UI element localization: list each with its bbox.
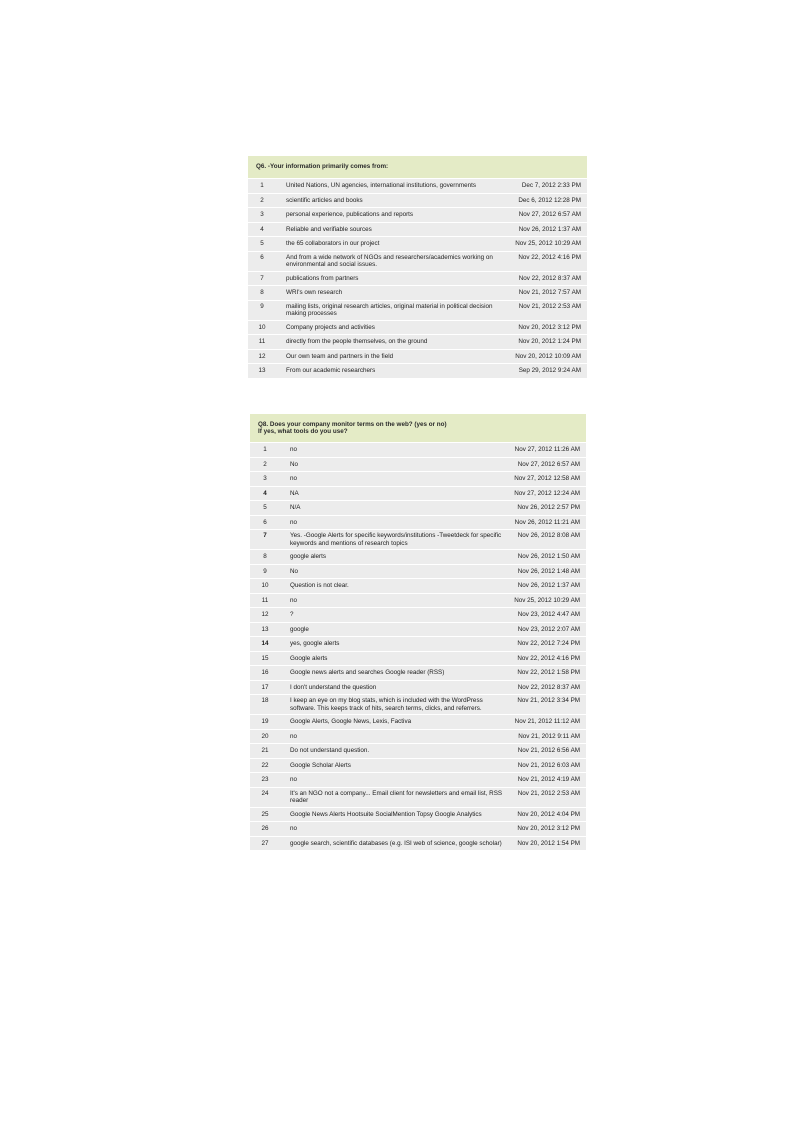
q8-response-table (250, 414, 586, 850)
response-date: Nov 27, 2012 11:26 AM (508, 443, 586, 458)
response-date: Dec 7, 2012 2:33 PM (506, 179, 587, 194)
table-row (248, 208, 587, 223)
response-number: 21 (250, 744, 280, 759)
response-text: N/A (280, 501, 508, 516)
response-date: Nov 21, 2012 9:11 AM (508, 729, 586, 744)
response-date: Nov 26, 2012 2:57 PM (508, 501, 586, 516)
response-number: 19 (250, 715, 280, 730)
response-number: 27 (250, 836, 280, 850)
response-date: Nov 27, 2012 12:58 AM (508, 472, 586, 487)
table-row (250, 680, 586, 695)
response-date: Nov 21, 2012 4:19 AM (508, 773, 586, 788)
response-number: 9 (248, 300, 276, 320)
response-date: Nov 22, 2012 7:24 PM (508, 637, 586, 652)
response-text: Company projects and activities (276, 320, 506, 335)
response-text: Question is not clear. (280, 579, 508, 594)
response-date: Nov 20, 2012 3:12 PM (506, 320, 587, 335)
response-date: Nov 22, 2012 4:16 PM (506, 251, 587, 271)
response-number: 17 (250, 680, 280, 695)
table-row (250, 593, 586, 608)
response-number: 23 (250, 773, 280, 788)
table-row (250, 807, 586, 822)
response-number: 6 (248, 251, 276, 271)
response-number: 3 (250, 472, 280, 487)
table-row (250, 564, 586, 579)
response-number: 25 (250, 807, 280, 822)
table-row (250, 622, 586, 637)
response-number: 2 (250, 457, 280, 472)
response-text: no (280, 773, 508, 788)
response-date: Nov 25, 2012 10:29 AM (508, 593, 586, 608)
q8-question-line-1: Q8. Does your company monitor terms on the web? (yes or no) (258, 421, 447, 428)
response-text: NA (280, 486, 508, 501)
response-text: personal experience, publications and reports (276, 208, 506, 223)
table-row (250, 822, 586, 837)
response-text: directly from the people themselves, on the ground (276, 335, 506, 350)
response-number: 24 (250, 787, 280, 807)
response-text: yes, google alerts (280, 637, 508, 652)
table-row (248, 300, 587, 320)
table-row (250, 457, 586, 472)
table-row (250, 787, 586, 807)
table-row (250, 773, 586, 788)
response-text: It's an NGO not a company... Email client for newsletters and email list, RSS reader (280, 787, 508, 807)
response-number: 11 (248, 335, 276, 350)
response-text: Google alerts (280, 651, 508, 666)
table-row (248, 251, 587, 271)
table-row (250, 729, 586, 744)
q8-header-row (250, 414, 586, 443)
response-text: Reliable and verifiable sources (276, 222, 506, 237)
table-row (248, 349, 587, 364)
response-text: Our own team and partners in the field (276, 349, 506, 364)
table-row (248, 271, 587, 286)
table-row (250, 501, 586, 516)
response-text: Do not understand question. (280, 744, 508, 759)
response-text: mailing lists, original research articles, original material in political decision making processes (276, 300, 506, 320)
response-number: 22 (250, 758, 280, 773)
response-number: 5 (248, 237, 276, 252)
response-number: 4 (250, 486, 280, 501)
response-date: Nov 25, 2012 10:29 AM (506, 237, 587, 252)
response-number: 8 (248, 286, 276, 301)
response-date: Nov 20, 2012 1:54 PM (508, 836, 586, 850)
table-row (250, 486, 586, 501)
table-row (250, 550, 586, 565)
response-date: Nov 26, 2012 1:37 AM (508, 579, 586, 594)
response-date: Nov 21, 2012 2:53 AM (508, 787, 586, 807)
table-row (248, 193, 587, 208)
response-number: 10 (248, 320, 276, 335)
response-number: 7 (250, 530, 280, 550)
response-text: Google Scholar Alerts (280, 758, 508, 773)
response-number: 13 (248, 364, 276, 378)
response-text: google (280, 622, 508, 637)
response-text: scientific articles and books (276, 193, 506, 208)
response-date: Nov 27, 2012 6:57 AM (506, 208, 587, 223)
response-text: United Nations, UN agencies, international institutions, governments (276, 179, 506, 194)
table-row (250, 715, 586, 730)
response-date: Nov 23, 2012 4:47 AM (508, 608, 586, 623)
table-row (250, 637, 586, 652)
response-text: google alerts (280, 550, 508, 565)
response-date: Nov 21, 2012 6:56 AM (508, 744, 586, 759)
response-number: 5 (250, 501, 280, 516)
table-row (250, 472, 586, 487)
response-text: google search, scientific databases (e.g. ISI web of science, google scholar) (280, 836, 508, 850)
table-row (250, 744, 586, 759)
response-number: 10 (250, 579, 280, 594)
response-date: Nov 23, 2012 2:07 AM (508, 622, 586, 637)
response-text: Google news alerts and searches Google reader (RSS) (280, 666, 508, 681)
response-date: Dec 6, 2012 12:28 PM (506, 193, 587, 208)
response-text: No (280, 564, 508, 579)
q6-response-table (248, 156, 587, 378)
response-date: Sep 29, 2012 9:24 AM (506, 364, 587, 378)
table-row (250, 758, 586, 773)
response-number: 12 (250, 608, 280, 623)
response-text: no (280, 472, 508, 487)
response-date: Nov 20, 2012 10:09 AM (506, 349, 587, 364)
q8-question-line-2: If yes, what tools do you use? (258, 428, 348, 435)
table-row (248, 364, 587, 378)
response-text: no (280, 822, 508, 837)
table-row (248, 320, 587, 335)
response-date: Nov 27, 2012 6:57 AM (508, 457, 586, 472)
response-text: no (280, 729, 508, 744)
q8-question-title (250, 414, 586, 443)
q8-rows (250, 443, 586, 851)
response-date: Nov 22, 2012 8:37 AM (506, 271, 587, 286)
response-number: 13 (250, 622, 280, 637)
response-number: 2 (248, 193, 276, 208)
table-row (248, 237, 587, 252)
response-number: 18 (250, 695, 280, 715)
response-date: Nov 26, 2012 8:08 AM (508, 530, 586, 550)
response-date: Nov 26, 2012 1:48 AM (508, 564, 586, 579)
table-row (250, 836, 586, 850)
response-date: Nov 20, 2012 4:04 PM (508, 807, 586, 822)
response-text: no (280, 443, 508, 458)
table-row (248, 286, 587, 301)
table-row (250, 530, 586, 550)
response-number: 6 (250, 515, 280, 530)
response-date: Nov 26, 2012 1:50 AM (508, 550, 586, 565)
response-date: Nov 27, 2012 12:24 AM (508, 486, 586, 501)
table-row (250, 515, 586, 530)
response-date: Nov 21, 2012 6:03 AM (508, 758, 586, 773)
q6-question-title: Q6. -Your information primarily comes from: (248, 156, 587, 179)
response-number: 14 (250, 637, 280, 652)
response-number: 1 (250, 443, 280, 458)
response-number: 11 (250, 593, 280, 608)
table-row (250, 695, 586, 715)
response-date: Nov 26, 2012 11:21 AM (508, 515, 586, 530)
response-date: Nov 22, 2012 8:37 AM (508, 680, 586, 695)
table-row (250, 666, 586, 681)
response-number: 20 (250, 729, 280, 744)
response-number: 1 (248, 179, 276, 194)
response-date: Nov 21, 2012 7:57 AM (506, 286, 587, 301)
response-text: And from a wide network of NGOs and researchers/academics working on environmental and social issues. (276, 251, 506, 271)
response-text: no (280, 515, 508, 530)
table-row (250, 651, 586, 666)
response-number: 26 (250, 822, 280, 837)
response-date: Nov 26, 2012 1:37 AM (506, 222, 587, 237)
response-date: Nov 21, 2012 2:53 AM (506, 300, 587, 320)
table-row (248, 222, 587, 237)
response-date: Nov 22, 2012 1:58 PM (508, 666, 586, 681)
response-date: Nov 21, 2012 3:34 PM (508, 695, 586, 715)
response-number: 8 (250, 550, 280, 565)
response-number: 7 (248, 271, 276, 286)
table-row (248, 335, 587, 350)
response-date: Nov 20, 2012 1:24 PM (506, 335, 587, 350)
table-row (250, 443, 586, 458)
response-text: no (280, 593, 508, 608)
response-text: I don't understand the question (280, 680, 508, 695)
q6-header-row (248, 156, 587, 179)
response-text: Google Alerts, Google News, Lexis, Factiva (280, 715, 508, 730)
response-number: 12 (248, 349, 276, 364)
response-text: ? (280, 608, 508, 623)
response-text: From our academic researchers (276, 364, 506, 378)
response-text: Google News Alerts Hootsuite SocialMention Topsy Google Analytics (280, 807, 508, 822)
response-number: 15 (250, 651, 280, 666)
response-text: publications from partners (276, 271, 506, 286)
table-row (250, 608, 586, 623)
response-number: 9 (250, 564, 280, 579)
response-text: I keep an eye on my blog stats, which is included with the WordPress software. This keeps track of hits, search terms, clicks, and referrers. (280, 695, 508, 715)
response-text: No (280, 457, 508, 472)
table-row (250, 579, 586, 594)
response-text: WRI's own research (276, 286, 506, 301)
response-number: 3 (248, 208, 276, 223)
table-row (248, 179, 587, 194)
response-number: 4 (248, 222, 276, 237)
response-text: Yes. -Google Alerts for specific keywords/institutions -Tweetdeck for specific keywords and mentions of research topics (280, 530, 508, 550)
response-date: Nov 22, 2012 4:16 PM (508, 651, 586, 666)
response-date: Nov 20, 2012 3:12 PM (508, 822, 586, 837)
response-text: the 65 collaborators in our project (276, 237, 506, 252)
q6-rows (248, 179, 587, 378)
response-number: 16 (250, 666, 280, 681)
response-date: Nov 21, 2012 11:12 AM (508, 715, 586, 730)
